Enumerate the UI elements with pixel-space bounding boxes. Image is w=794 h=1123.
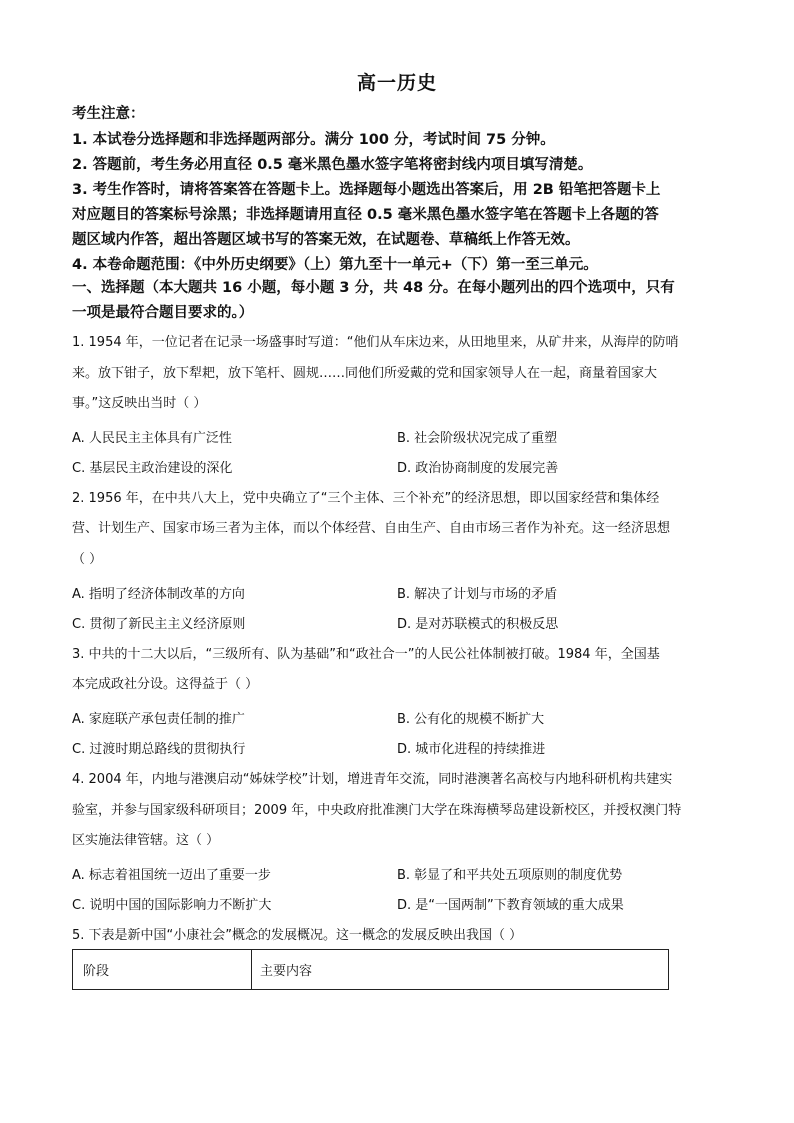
notice-line: 题区域内作答，超出答题区域书写的答案无效，在试题卷、草稿纸上作答无效。 xyxy=(72,232,580,248)
notice-line: 4. 本卷命题范围：《中外历史纲要》（上）第九至十一单元+（下）第一至三单元。 xyxy=(72,257,598,273)
question-2-stem: （ ） xyxy=(72,552,103,567)
question-5-table xyxy=(72,949,669,990)
question-4-stem: 4. 2004 年，内地与港澳启动“姊妹学校”计划，增进青年交流，同时港澳著名高校与内地科研机构共建实 xyxy=(72,772,673,787)
notice-line: 对应题目的答案标号涂黑；非选择题请用直径 0.5 毫米黑色墨水签字笔在答题卡上各题的答 xyxy=(72,207,659,223)
question-2-option-d[interactable]: D. 是对苏联模式的积极反思 xyxy=(397,617,559,632)
question-3-option-c[interactable]: C. 过渡时期总路线的贯彻执行 xyxy=(72,742,246,757)
question-3-stem: 3. 中共的十二大以后，“三级所有、队为基础”和“政社合一”的人民公社体制被打破。1984 年，全国基 xyxy=(72,647,660,662)
notice-line: 1. 本试卷分选择题和非选择题两部分。满分 100 分，考试时间 75 分钟。 xyxy=(72,132,555,148)
question-4-option-b[interactable]: B. 彰显了和平共处五项原则的制度优势 xyxy=(397,868,623,883)
question-4-option-d[interactable]: D. 是“一国两制”下教育领域的重大成果 xyxy=(397,898,624,913)
question-3-option-a[interactable]: A. 家庭联产承包责任制的推广 xyxy=(72,712,245,727)
question-1-option-d[interactable]: D. 政治协商制度的发展完善 xyxy=(397,461,559,476)
question-2-stem: 2. 1956 年，在中共八大上，党中央确立了“三个主体、三个补充”的经济思想，即以国家经营和集体经 xyxy=(72,491,660,506)
question-1-option-b[interactable]: B. 社会阶级状况完成了重塑 xyxy=(397,431,558,446)
question-1-option-c[interactable]: C. 基层民主政治建设的深化 xyxy=(72,461,233,476)
notice-line: 2. 答题前，考生务必用直径 0.5 毫米黑色墨水签字笔将密封线内项目填写清楚。 xyxy=(72,157,593,173)
table-header-content: 主要内容 xyxy=(260,964,313,979)
section-heading: 一、选择题（本大题共 16 小题，每小题 3 分，共 48 分。在每小题列出的四个选项中，只有 xyxy=(72,280,675,296)
question-2-stem: 营、计划生产、国家市场三者为主体，而以个体经营、自由生产、自由市场三者作为补充。这一经济思想 xyxy=(72,521,671,536)
question-1-stem: 1. 1954 年，一位记者在记录一场盛事时写道：“他们从车床边来，从田地里来，从矿井来，从海岸的防哨 xyxy=(72,335,679,350)
page-title: 高一历史 xyxy=(356,72,437,94)
question-4-stem: 验室，并参与国家级科研项目；2009 年，中央政府批准澳门大学在珠海横琴岛建设新校区，并授权澳门特 xyxy=(72,803,682,818)
notice-line: 3. 考生作答时，请将答案答在答题卡上。选择题每小题选出答案后，用 2B 铅笔把答题卡上 xyxy=(72,182,661,198)
question-1-option-a[interactable]: A. 人民民主主体具有广泛性 xyxy=(72,431,232,446)
question-3-option-d[interactable]: D. 城市化进程的持续推进 xyxy=(397,742,546,757)
table-header-stage: 阶段 xyxy=(73,950,252,989)
question-3-option-b[interactable]: B. 公有化的规模不断扩大 xyxy=(397,712,545,727)
question-2-option-c[interactable]: C. 贯彻了新民主主义经济原则 xyxy=(72,617,246,632)
notice-heading: 考生注意： xyxy=(72,106,145,122)
section-heading-cont: 一项是最符合题目要求的。） xyxy=(72,305,254,321)
question-2-option-a[interactable]: A. 指明了经济体制改革的方向 xyxy=(72,587,245,602)
question-5-stem: 5. 下表是新中国“小康社会”概念的发展概况。这一概念的发展反映出我国（ ） xyxy=(72,928,523,943)
question-4-option-c[interactable]: C. 说明中国的国际影响力不断扩大 xyxy=(72,898,272,913)
question-2-option-b[interactable]: B. 解决了计划与市场的矛盾 xyxy=(397,587,558,602)
question-3-stem: 本完成政社分设。这得益于（ ） xyxy=(72,677,259,692)
question-4-option-a[interactable]: A. 标志着祖国统一迈出了重要一步 xyxy=(72,868,271,883)
question-1-stem: 来。放下钳子，放下犁耙，放下笔杆、圆规……同他们所爱戴的党和国家领导人在一起，商量着国家大 xyxy=(72,366,658,381)
question-1-stem: 事。”这反映出当时（ ） xyxy=(72,396,207,411)
question-4-stem: 区实施法律管辖。这（ ） xyxy=(72,833,220,848)
